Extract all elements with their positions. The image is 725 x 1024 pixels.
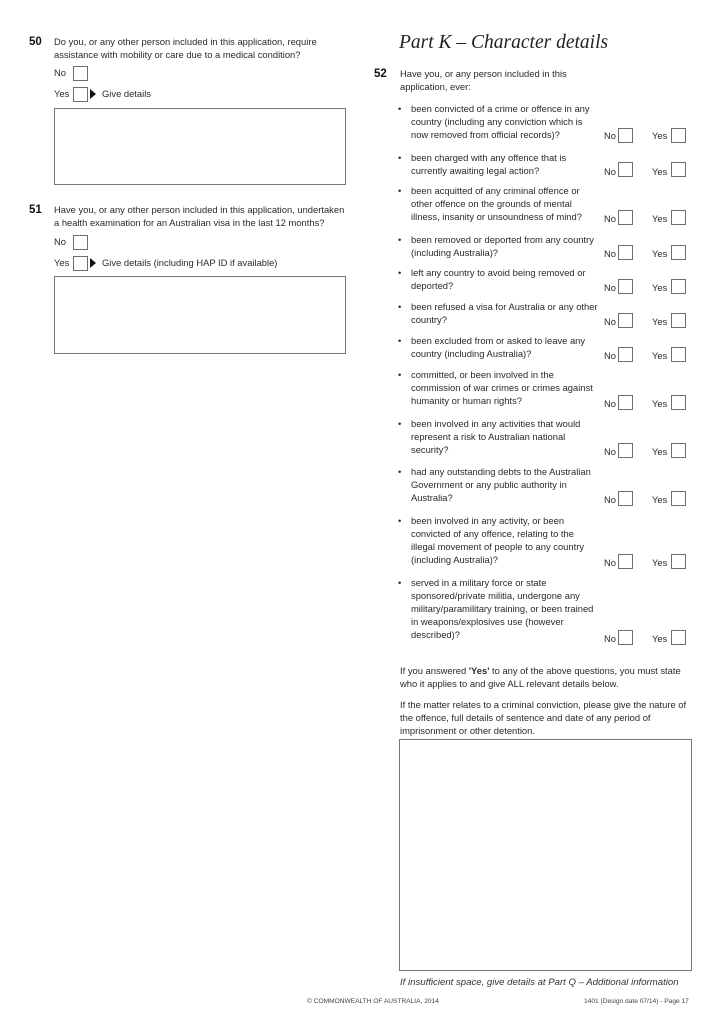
q52-item-8-no-checkbox[interactable] xyxy=(618,443,633,458)
q52-details-field[interactable] xyxy=(399,739,692,971)
q52-no-label: No xyxy=(604,282,616,293)
q52-item: • been acquitted of any criminal offence or other offence on the grounds of mental illness, insanity or unsoundness of mind? xyxy=(398,185,582,222)
q52-item-7-no-checkbox[interactable] xyxy=(618,395,633,410)
q50-no-label: No xyxy=(54,67,66,78)
q52-item-7-yes-checkbox[interactable] xyxy=(671,395,686,410)
q52-item-11-no-checkbox[interactable] xyxy=(618,630,633,645)
q51-question: Have you, or any other person included in this application, undertaken a health examination for an Australian visa in the last 12 months? xyxy=(54,204,345,228)
q51-give-details: Give details (including HAP ID if available) xyxy=(102,257,278,268)
arrow-right-icon xyxy=(90,89,96,99)
q52-item-3-no-checkbox[interactable] xyxy=(618,245,633,260)
q52-no-label: No xyxy=(604,316,616,327)
insufficient-space-note: If insufficient space, give details at Part Q – Additional information xyxy=(400,977,679,988)
q51-details-field[interactable] xyxy=(54,276,346,354)
q51-number: 51 xyxy=(29,204,42,216)
yes-answer-note: If you answered 'Yes' to any of the above questions, you must state who it applies to and give ALL relevant details below. xyxy=(400,665,681,689)
q52-item-6-yes-checkbox[interactable] xyxy=(671,347,686,362)
q52-item-1-no-checkbox[interactable] xyxy=(618,162,633,177)
q52-question: Have you, or any person included in this application, ever: xyxy=(400,68,567,92)
q52-yes-label: Yes xyxy=(652,213,668,224)
q52-yes-label: Yes xyxy=(652,130,668,141)
q50-give-details: Give details xyxy=(102,88,151,99)
q51-yes-checkbox[interactable] xyxy=(73,256,88,271)
q52-item-11-yes-checkbox[interactable] xyxy=(671,630,686,645)
q52-item-4-yes-checkbox[interactable] xyxy=(671,279,686,294)
q52-item-1-yes-checkbox[interactable] xyxy=(671,162,686,177)
q52-item-6-no-checkbox[interactable] xyxy=(618,347,633,362)
q52-no-label: No xyxy=(604,494,616,505)
q52-item-10-yes-checkbox[interactable] xyxy=(671,554,686,569)
q52-yes-label: Yes xyxy=(652,494,668,505)
q52-item: • been excluded from or asked to leave any country (including Australia)? xyxy=(398,335,586,359)
q51-yes-label: Yes xyxy=(54,257,70,268)
arrow-right-icon xyxy=(90,258,96,268)
q52-item-2-no-checkbox[interactable] xyxy=(618,210,633,225)
q52-item-9-yes-checkbox[interactable] xyxy=(671,491,686,506)
q52-yes-label: Yes xyxy=(652,398,668,409)
footer-copyright: © COMMONWEALTH OF AUSTRALIA, 2014 xyxy=(307,998,439,1005)
q52-no-label: No xyxy=(604,398,616,409)
q52-yes-label: Yes xyxy=(652,316,668,327)
q50-question: Do you, or any other person included in this application, require assistance with mobility or care due to a medical condition? xyxy=(54,36,317,60)
q52-item-10-no-checkbox[interactable] xyxy=(618,554,633,569)
q52-item-5-yes-checkbox[interactable] xyxy=(671,313,686,328)
q52-item: • served in a military force or state sponsored/private militia, undergone any military/paramilitary training, or been trained in weapons/explosives use (however described)? xyxy=(398,577,594,640)
q52-no-label: No xyxy=(604,350,616,361)
q52-item-2-yes-checkbox[interactable] xyxy=(671,210,686,225)
q52-item: • been involved in any activity, or been convicted of any offence, relating to the illegal movement of people to any country (including Australia)? xyxy=(398,515,585,565)
part-k-title: Part K – Character details xyxy=(399,32,609,53)
q52-item: • been refused a visa for Australia or any other country? xyxy=(398,301,598,325)
q52-no-label: No xyxy=(604,213,616,224)
q52-no-label: No xyxy=(604,166,616,177)
q52-item: • committed, or been involved in the commission of war crimes or crimes against humanity or human rights? xyxy=(398,369,593,406)
q52-item-4-no-checkbox[interactable] xyxy=(618,279,633,294)
q52-no-label: No xyxy=(604,248,616,259)
q52-yes-label: Yes xyxy=(652,166,668,177)
q51-no-label: No xyxy=(54,236,66,247)
q52-item-3-yes-checkbox[interactable] xyxy=(671,245,686,260)
q52-item: • had any outstanding debts to the Australian Government or any public authority in Australia? xyxy=(398,466,591,503)
q52-item-0-yes-checkbox[interactable] xyxy=(671,128,686,143)
q52-no-label: No xyxy=(604,557,616,568)
q52-item: • been convicted of a crime or offence in any country (including any conviction which is now removed from official records)? xyxy=(398,103,590,140)
criminal-conviction-note: If the matter relates to a criminal conviction, please give the nature of the offence, full details of sentence and date of any period of imprisonment or other detention. xyxy=(400,699,687,736)
q50-no-checkbox[interactable] xyxy=(73,66,88,81)
q52-item: • been charged with any offence that is currently awaiting legal action? xyxy=(398,152,567,176)
q52-yes-label: Yes xyxy=(652,248,668,259)
q52-item-0-no-checkbox[interactable] xyxy=(618,128,633,143)
q52-item-9-no-checkbox[interactable] xyxy=(618,491,633,506)
q52-yes-label: Yes xyxy=(652,282,668,293)
footer-page-info: 1401 (Design date 07/14) - Page 17 xyxy=(584,998,689,1005)
q52-no-label: No xyxy=(604,446,616,457)
q52-no-label: No xyxy=(604,633,616,644)
q52-number: 52 xyxy=(374,68,387,80)
q52-yes-label: Yes xyxy=(652,633,668,644)
q50-yes-checkbox[interactable] xyxy=(73,87,88,102)
q50-number: 50 xyxy=(29,36,42,48)
q50-yes-label: Yes xyxy=(54,88,70,99)
q52-item: • been removed or deported from any country (including Australia)? xyxy=(398,234,594,258)
q52-item-8-yes-checkbox[interactable] xyxy=(671,443,686,458)
q52-item: • left any country to avoid being removed or deported? xyxy=(398,267,586,291)
q52-item: • been involved in any activities that would represent a risk to Australian national security? xyxy=(398,418,581,455)
q52-yes-label: Yes xyxy=(652,446,668,457)
q52-item-5-no-checkbox[interactable] xyxy=(618,313,633,328)
q52-yes-label: Yes xyxy=(652,557,668,568)
q51-no-checkbox[interactable] xyxy=(73,235,88,250)
q52-no-label: No xyxy=(604,130,616,141)
q52-yes-label: Yes xyxy=(652,350,668,361)
q50-details-field[interactable] xyxy=(54,108,346,185)
